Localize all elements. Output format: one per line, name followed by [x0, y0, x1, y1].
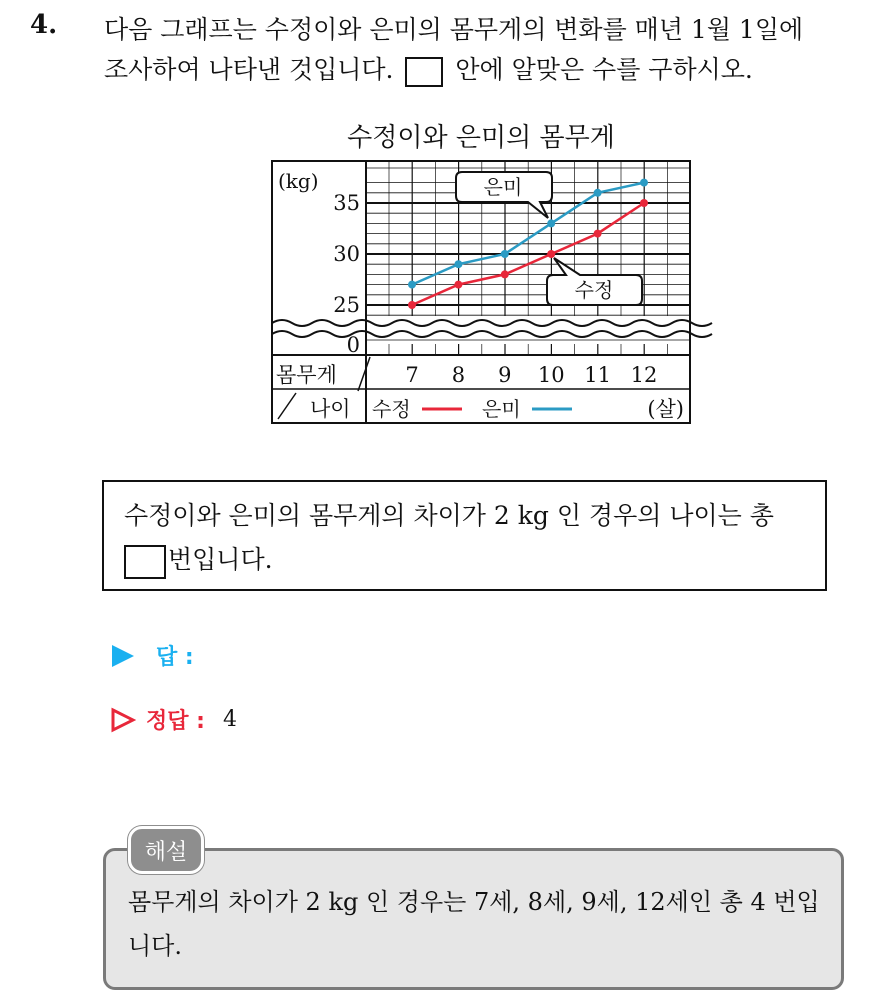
data-point-sujeong: [408, 301, 416, 309]
data-point-sujeong: [547, 250, 555, 258]
data-point-eunmi: [547, 219, 555, 227]
data-point-eunmi: [408, 281, 416, 289]
answer-blank-box: [124, 545, 166, 579]
condition-box: [102, 480, 827, 591]
correct-label: 정답 :: [146, 709, 205, 734]
question-line-2-after: 안에 알맞은 수를 구하시오.: [455, 55, 753, 84]
x-header-weight: 몸무게: [276, 363, 337, 387]
data-point-sujeong: [454, 281, 462, 289]
callout-eunmi-text: 은미: [483, 175, 523, 199]
y-axis-unit: (kg): [278, 169, 319, 193]
x-tick-label: 10: [537, 363, 565, 387]
header-slash: [358, 357, 370, 391]
play-arrow-icon: [110, 643, 136, 669]
data-point-eunmi: [501, 250, 509, 258]
legend-label-eunmi: 은미: [482, 397, 521, 421]
callout-sujeong-text: 수정: [574, 278, 614, 302]
solution-tab: 해설: [128, 826, 204, 874]
y-tick-label: 30: [333, 242, 360, 266]
legend-label-sujeong: 수정: [372, 397, 411, 421]
data-point-eunmi: [640, 179, 648, 187]
answer-label: 답 :: [156, 645, 194, 670]
x-header-age: 나이: [310, 397, 351, 421]
condition-line-1: 수정이와 은미의 몸무게의 차이가 2 kg 인 경우의 나이는 총: [124, 501, 774, 530]
x-axis-unit: (살): [647, 397, 684, 421]
correct-row: [110, 704, 237, 735]
x-tick-label: 7: [405, 363, 419, 387]
x-tick-label: 11: [584, 363, 611, 387]
question-number: 4.: [30, 10, 58, 40]
data-point-sujeong: [640, 199, 648, 207]
chart-title: 수정이와 은미의 몸무게: [347, 123, 615, 153]
question-line-1: 다음 그래프는 수정이와 은미의 몸무게의 변화를 매년 1월 1일에: [104, 15, 804, 44]
correct-value: 4: [222, 707, 237, 732]
data-point-sujeong: [501, 270, 509, 278]
data-point-sujeong: [594, 230, 602, 238]
line-chart: [0, 0, 884, 460]
question-line-2-before: 조사하여 나타낸 것입니다.: [104, 55, 394, 84]
outline-arrow-icon: [110, 707, 136, 733]
condition-line-2: [124, 538, 805, 582]
x-tick-label: 8: [451, 363, 466, 387]
y-tick-label: 25: [333, 293, 360, 317]
x-tick-label: 9: [498, 363, 512, 387]
data-point-eunmi: [594, 189, 602, 197]
header-slash: [278, 393, 296, 419]
solution-text: 몸무게의 차이가 2 kg 인 경우는 7세, 8세, 9세, 12세인 총 4 번입니다.: [128, 888, 820, 960]
y-tick-label: 0: [346, 333, 360, 357]
condition-line-2-text: 번입니다.: [168, 545, 273, 574]
x-tick-label: 12: [630, 363, 658, 387]
answer-row: [110, 640, 212, 671]
data-point-eunmi: [454, 260, 462, 268]
y-tick-label: 35: [333, 191, 360, 215]
